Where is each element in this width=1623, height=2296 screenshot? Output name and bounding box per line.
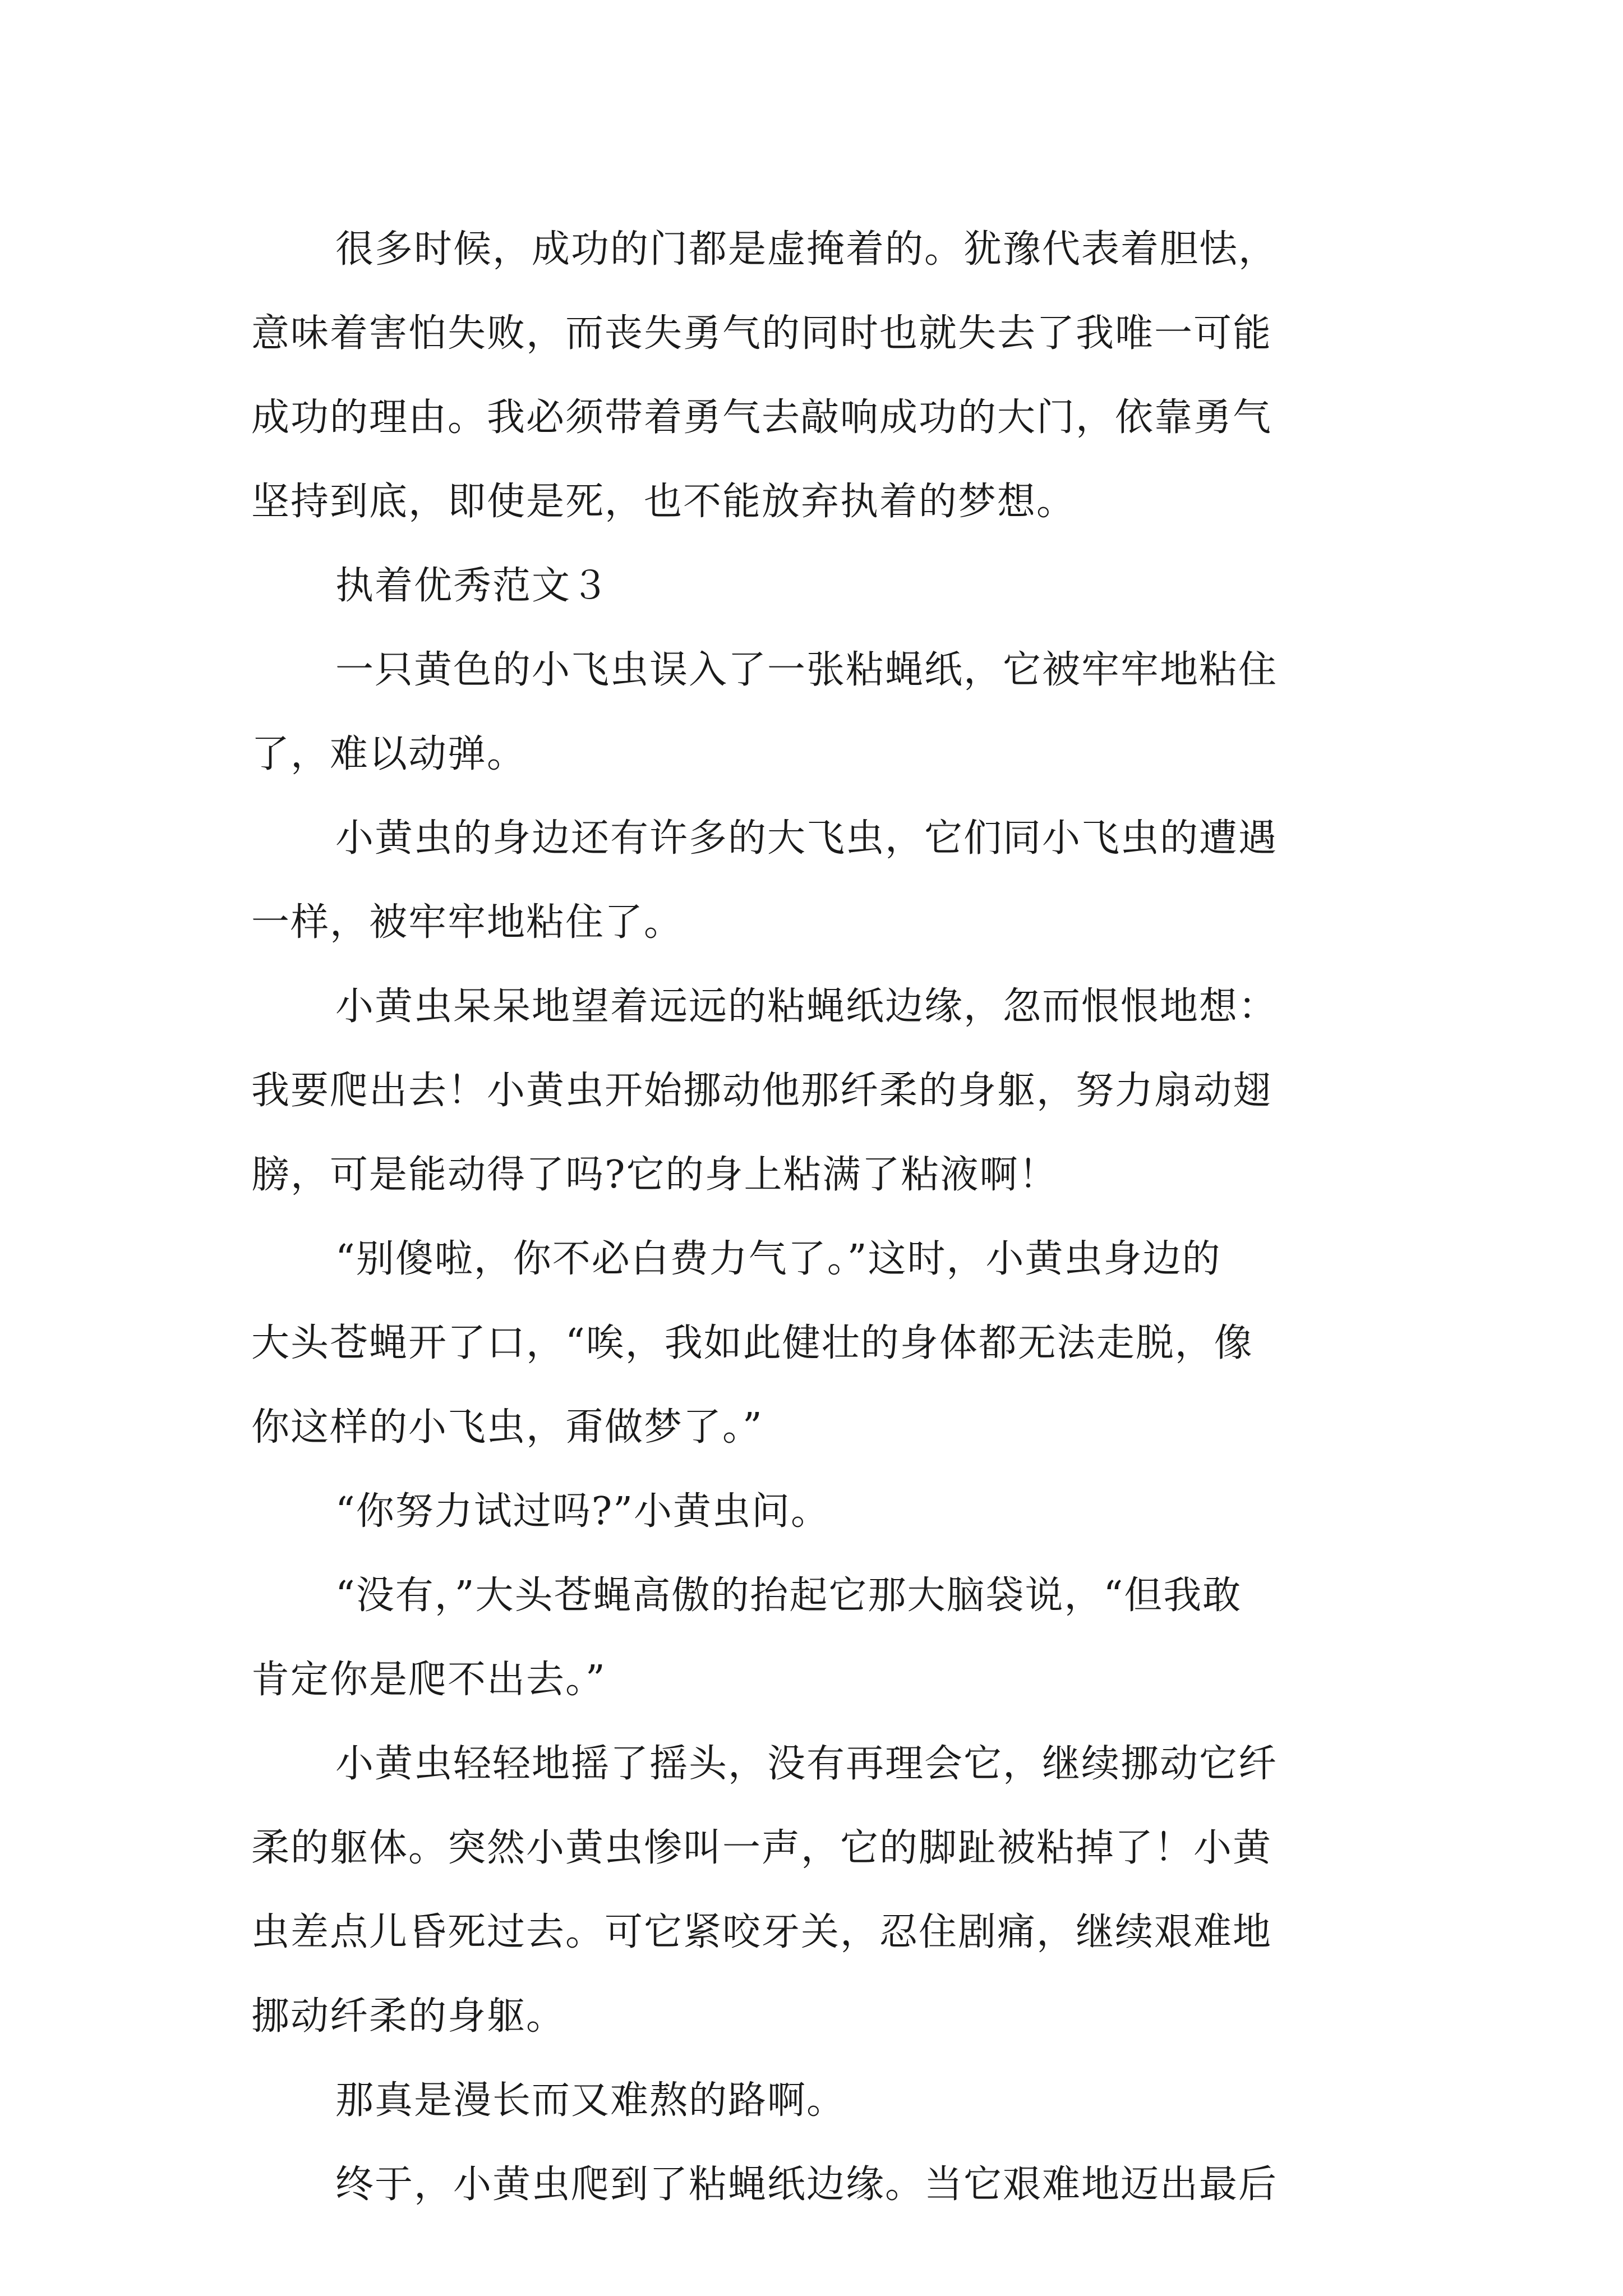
text-line: 膀，可是能动得了吗?它的身上粘满了粘液啊！ xyxy=(251,1153,1058,1197)
document-body xyxy=(251,208,1390,2227)
text-line: 虫差点儿昏死过去。可它紧咬牙关，忍住剧痛，继续艰难地 xyxy=(251,1910,1272,1954)
text-line: 了，难以动弹。 xyxy=(251,732,527,776)
text-line: “别傻啦，你不必白费力气了。”这时，小黄虫身边的 xyxy=(335,1237,1221,1281)
text-line: 柔的躯体。突然小黄虫惨叫一声，它的脚趾被粘掉了！小黄 xyxy=(251,1826,1272,1870)
text-line: “没有，”大头苍蝇高傲的抬起它那大脑袋说，“但我敢 xyxy=(335,1573,1242,1618)
text-line: 很多时候，成功的门都是虚掩着的。犹豫代表着胆怯， xyxy=(335,227,1278,272)
text-line: 肯定你是爬不出去。” xyxy=(251,1658,606,1702)
text-line: 大头苍蝇开了口，“唉，我如此健壮的身体都无法走脱，像 xyxy=(251,1321,1253,1365)
text-line: 你这样的小飞虫，甭做梦了。” xyxy=(251,1405,763,1450)
text-line: 一样，被牢牢地粘住了。 xyxy=(251,900,684,945)
text-line: 小黄虫呆呆地望着远远的粘蝇纸边缘，忽而恨恨地想： xyxy=(335,984,1278,1029)
text-line: 挪动纤柔的身躯。 xyxy=(251,1994,566,2039)
text-line: 意味着害怕失败，而丧失勇气的同时也就失去了我唯一可能 xyxy=(251,311,1272,356)
section-heading: 执着优秀范文３ xyxy=(335,564,611,608)
text-line: “你努力试过吗?”小黄虫问。 xyxy=(335,1489,830,1534)
text-line: 我要爬出去！小黄虫开始挪动他那纤柔的身躯，努力扇动翅 xyxy=(251,1069,1272,1113)
text-line: 一只黄色的小飞虫误入了一张粘蝇纸，它被牢牢地粘住 xyxy=(335,648,1278,692)
text-line: 小黄虫的身边还有许多的大飞虫，它们同小飞虫的遭遇 xyxy=(335,816,1278,861)
text-line: 终于，小黄虫爬到了粘蝇纸边缘。当它艰难地迈出最后 xyxy=(335,2162,1278,2207)
text-line: 坚持到底，即使是死，也不能放弃执着的梦想。 xyxy=(251,480,1076,524)
text-line: 那真是漫长而又难熬的路啊。 xyxy=(335,2078,846,2123)
text-line: 小黄虫轻轻地摇了摇头，没有再理会它，继续挪动它纤 xyxy=(335,1742,1278,1786)
text-line: 成功的理由。我必须带着勇气去敲响成功的大门，依靠勇气 xyxy=(251,395,1272,440)
